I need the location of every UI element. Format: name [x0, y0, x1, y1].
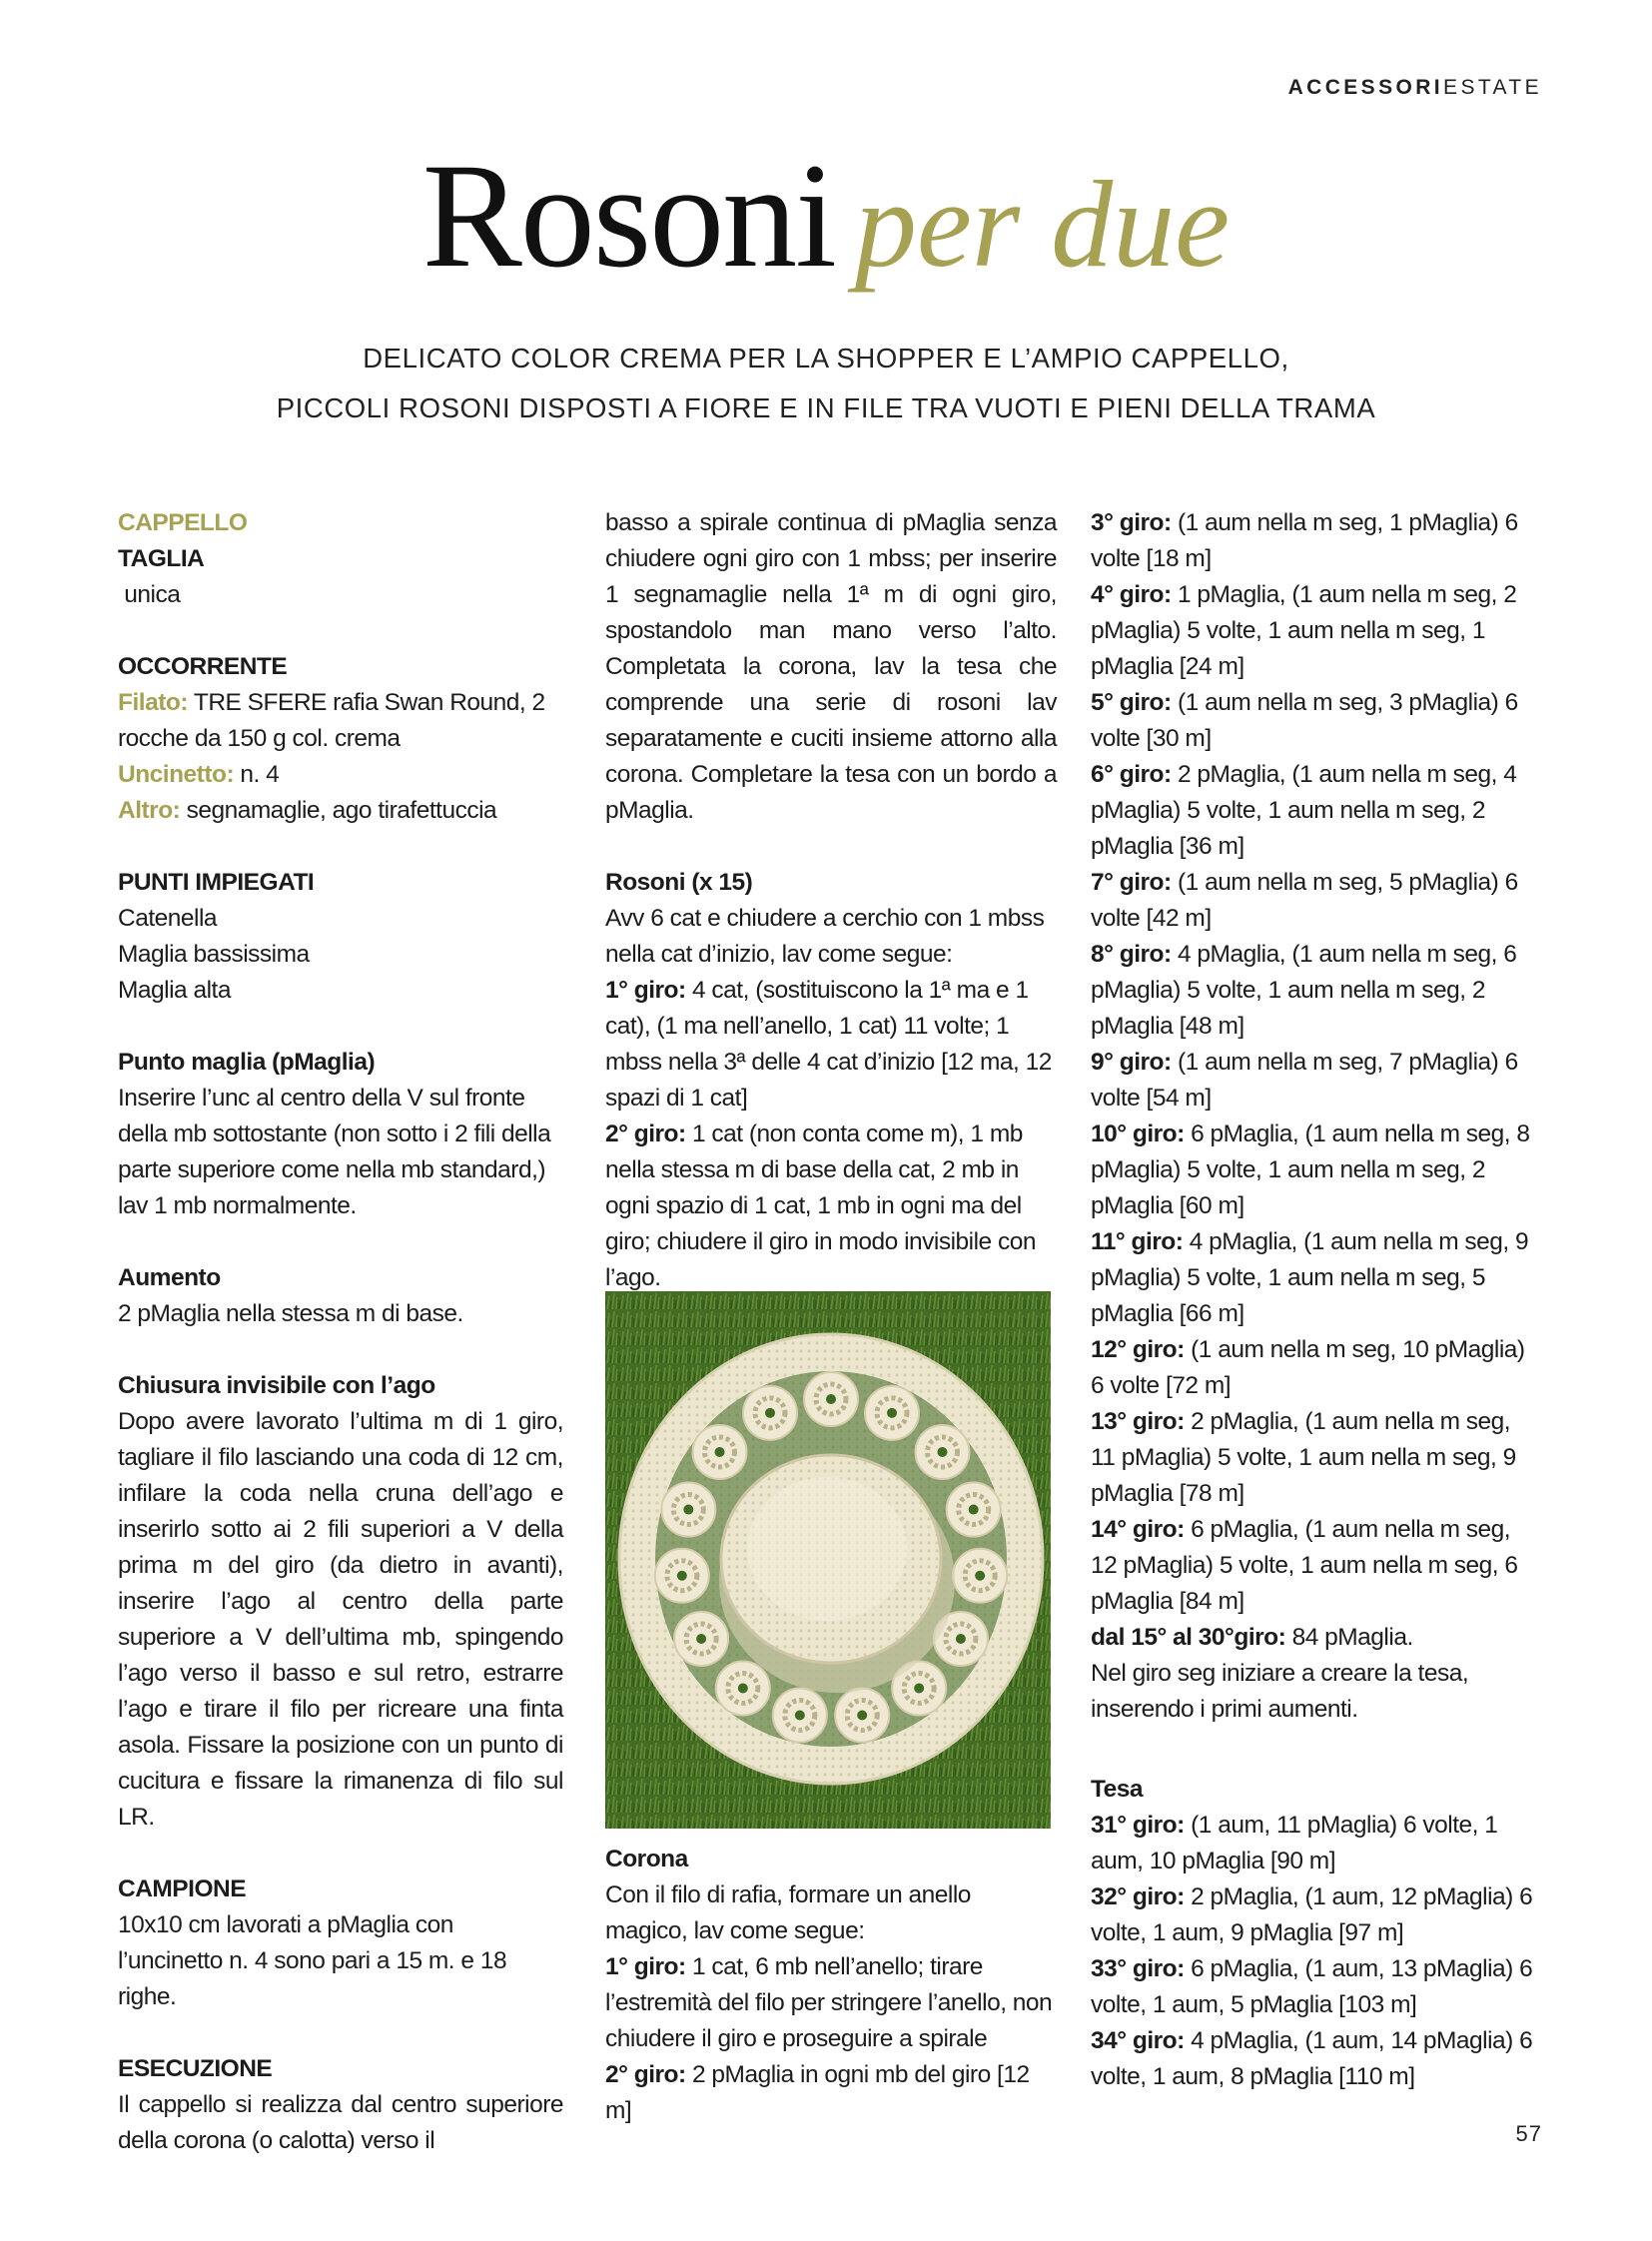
- rosoni-text: Avv 6 cat e chiudere a cerchio con 1 mbss nella cat d’inizio, lav come segue:: [605, 905, 1045, 968]
- uncinetto-line: [118, 757, 563, 793]
- punto-item: Maglia alta: [118, 977, 231, 1004]
- round-label: 2° giro:: [605, 2061, 686, 2088]
- round-label: 5° giro:: [1091, 689, 1172, 716]
- round-label: 1° giro:: [605, 1953, 686, 1980]
- corona-text: Con il filo di rafia, formare un anello magico, lav come segue:: [605, 1881, 971, 1944]
- esecuzione-heading: ESECUZIONE: [118, 2055, 273, 2082]
- altro-line: [118, 793, 563, 829]
- round-text: 1 cat, 6 mb nell’anello; tirare l’estremità del filo per stringere l’anello, non chiudere il giro e proseguire a spirale: [605, 1953, 1053, 2052]
- pmaglia-heading: Punto maglia (pMaglia): [118, 1049, 376, 1076]
- taglia-text: unica: [118, 581, 181, 608]
- subtitle: [0, 334, 1652, 433]
- rosette: [655, 1549, 709, 1603]
- tesa-note: Nel giro seg iniziare a creare la tesa, inserendo i primi aumenti.: [1091, 1660, 1469, 1723]
- corona-round-2: [605, 2057, 1057, 2129]
- punto-item: Maglia bassissima: [118, 941, 310, 968]
- subtitle-line-2: PICCOLI ROSONI DISPOSTI A FIORE E IN FILE TRA VUOTI E PIENI DELLA TRAMA: [276, 392, 1376, 423]
- altro-label: Altro:: [118, 797, 181, 824]
- esecuzione-text: Il cappello si realizza dal centro superiore della corona (o calotta) verso il: [118, 2091, 563, 2154]
- round-label: 9° giro:: [1091, 1049, 1172, 1076]
- giro-row: [1091, 1332, 1538, 1404]
- subtitle-line-1: DELICATO COLOR CREMA PER LA SHOPPER E L’AMPIO CAPPELLO,: [363, 343, 1289, 374]
- corona-heading: Corona: [605, 1846, 688, 1872]
- round-label: 11° giro:: [1091, 1228, 1184, 1255]
- esecuzione-continued: basso a spirale continua di pMaglia senza chiudere ogni giro con 1 mbss; per inserire 1 segnamaglie nella 1ª m di ogni giro, spostandolo man mano verso l’alto. Completata la corona, lav la tesa che comprende una serie di rosoni lav separatamente e cuciti insieme attorno alla corona. Completare la tesa con un bordo a pMaglia.: [605, 509, 1057, 824]
- title-accent: per due: [854, 156, 1231, 293]
- round-text: 4 pMaglia, (1 aum, 14 pMaglia) 6 volte, 1 aum, 8 pMaglia [110 m]: [1091, 2027, 1533, 2090]
- round-text: 2 pMaglia in ogni mb del giro [12 m]: [605, 2061, 1030, 2124]
- column-2-bottom: [605, 1842, 1057, 2129]
- round-text: 2 pMaglia, (1 aum nella m seg, 4 pMaglia) 5 volte, 1 aum nella m seg, 2 pMaglia [36 m]: [1091, 761, 1517, 860]
- rosoni-round-1: [605, 973, 1057, 1117]
- giro-row: [1091, 865, 1538, 937]
- rosoni-heading: Rosoni (x 15): [605, 869, 753, 896]
- corona-round-1: [605, 1949, 1057, 2057]
- column-2: [605, 505, 1057, 1296]
- page-number: 57: [1515, 2121, 1542, 2146]
- tesa-row: [1091, 1879, 1538, 1951]
- giro-row: [1091, 577, 1538, 685]
- giro-row: [1091, 1117, 1538, 1224]
- giro-row: [1091, 937, 1538, 1045]
- round-text: (1 aum nella m seg, 10 pMaglia) 6 volte [72 m]: [1091, 1336, 1525, 1399]
- giro-row: [1091, 1404, 1538, 1512]
- round-text: (1 aum nella m seg, 7 pMaglia) 6 volte [54 m]: [1091, 1049, 1518, 1112]
- round-label: 8° giro:: [1091, 941, 1172, 968]
- filato-line: [118, 685, 563, 757]
- round-label: 7° giro:: [1091, 869, 1172, 896]
- round-text: 84 pMaglia.: [1285, 1624, 1413, 1651]
- rosette: [953, 1549, 1007, 1603]
- round-label: 14° giro:: [1091, 1516, 1185, 1543]
- round-label: 10° giro:: [1091, 1120, 1185, 1147]
- uncinetto-label: Uncinetto:: [118, 761, 235, 788]
- giro-row: [1091, 505, 1538, 577]
- round-label: 2° giro:: [605, 1120, 686, 1147]
- round-label: 32° giro:: [1091, 1883, 1185, 1910]
- rosette: [674, 1612, 728, 1666]
- round-text: 4 pMaglia, (1 aum nella m seg, 6 pMaglia) 5 volte, 1 aum nella m seg, 2 pMaglia [48 m]: [1091, 941, 1517, 1040]
- giro-row: [1091, 1224, 1538, 1332]
- rosette: [835, 1689, 889, 1743]
- round-label: 1° giro:: [605, 977, 686, 1004]
- aumento-heading: Aumento: [118, 1264, 221, 1291]
- section-tag: [1288, 76, 1542, 100]
- section-tag-bold: ACCESSORI: [1287, 76, 1444, 99]
- column-1: [118, 505, 563, 2159]
- tesa-heading: Tesa: [1091, 1776, 1144, 1803]
- occorrente-heading: OCCORRENTE: [118, 653, 288, 680]
- giro-row: [1091, 1045, 1538, 1117]
- round-label: 3° giro:: [1091, 509, 1172, 536]
- chiusura-heading: Chiusura invisibile con l’ago: [118, 1372, 435, 1399]
- round-text: 6 pMaglia, (1 aum nella m seg, 8 pMaglia) 5 volte, 1 aum nella m seg, 2 pMaglia [60 m]: [1091, 1120, 1530, 1219]
- rosette: [915, 1425, 969, 1479]
- rosette: [716, 1661, 770, 1715]
- rosette: [661, 1483, 715, 1537]
- title-main: Rosoni: [421, 133, 835, 299]
- rosette: [865, 1386, 919, 1440]
- round-text: 1 pMaglia, (1 aum nella m seg, 2 pMaglia) 5 volte, 1 aum nella m seg, 1 pMaglia [24 m]: [1091, 581, 1517, 680]
- round-label: 6° giro:: [1091, 761, 1172, 788]
- giro-row: [1091, 685, 1538, 757]
- round-text: 6 pMaglia, (1 aum nella m seg, 12 pMaglia) 5 volte, 1 aum nella m seg, 6 pMaglia [84 m]: [1091, 1516, 1518, 1615]
- rosette: [743, 1386, 797, 1440]
- giro-row: [1091, 1512, 1538, 1620]
- taglia-heading: TAGLIA: [118, 545, 205, 572]
- giro-row: [1091, 757, 1538, 865]
- round-text: (1 aum nella m seg, 3 pMaglia) 6 volte [30 m]: [1091, 689, 1518, 752]
- round-label: 13° giro:: [1091, 1408, 1185, 1435]
- round-label: 34° giro:: [1091, 2027, 1185, 2054]
- altro-text: segnamaglie, ago tirafettuccia: [180, 797, 497, 824]
- rosette: [947, 1483, 1001, 1537]
- round-label: 33° giro:: [1091, 1955, 1185, 1982]
- punto-item: Catenella: [118, 905, 218, 932]
- round-text: 6 pMaglia, (1 aum, 13 pMaglia) 6 volte, 1 aum, 5 pMaglia [103 m]: [1091, 1955, 1533, 2018]
- round-text: 2 pMaglia, (1 aum, 12 pMaglia) 6 volte, 1 aum, 9 pMaglia [97 m]: [1091, 1883, 1533, 1946]
- uncinetto-text: n. 4: [234, 761, 280, 788]
- giro-row: [1091, 1620, 1538, 1656]
- tesa-row: [1091, 1951, 1538, 2023]
- punti-heading: PUNTI IMPIEGATI: [118, 869, 315, 896]
- filato-label: Filato:: [118, 689, 188, 716]
- round-label: 31° giro:: [1091, 1812, 1185, 1839]
- round-text: 4 cat, (sostituiscono la 1ª ma e 1 cat), (1 ma nell’anello, 1 cat) 11 volte; 1 mbss nella 3ª delle 4 cat d’inizio [12 ma, 12 spazi di 1 cat]: [605, 977, 1052, 1112]
- round-text: (1 aum nella m seg, 1 pMaglia) 6 volte [18 m]: [1091, 509, 1518, 572]
- pmaglia-text: Inserire l’unc al centro della V sul fronte della mb sottostante (non sotto i 2 fili della parte superiore come nella mb standard,) lav 1 mb normalmente.: [118, 1085, 551, 1219]
- rosette: [693, 1425, 747, 1479]
- hat-photo: [605, 1291, 1051, 1829]
- round-text: 1 cat (non conta come m), 1 mb nella stessa m di base della cat, 2 mb in ogni spazio di 1 cat, 1 mb in ogni ma del giro; chiudere il giro in modo invisibile con l’ago.: [605, 1120, 1036, 1291]
- aumento-text: 2 pMaglia nella stessa m di base.: [118, 1300, 463, 1327]
- tesa-row: [1091, 2023, 1538, 2095]
- cappello-heading: CAPPELLO: [118, 509, 248, 536]
- round-text: (1 aum, 11 pMaglia) 6 volte, 1 aum, 10 pMaglia [90 m]: [1091, 1812, 1498, 1874]
- tesa-section: [1091, 1772, 1538, 2095]
- rosette: [773, 1689, 827, 1743]
- campione-heading: CAMPIONE: [118, 1875, 247, 1902]
- round-label: dal 15° al 30°giro:: [1091, 1624, 1286, 1651]
- filato-text: TRE SFERE rafia Swan Round, 2 rocche da 150 g col. crema: [118, 689, 545, 752]
- chiusura-text: Dopo avere lavorato l’ultima m di 1 giro, tagliare il filo lasciando una coda di 12 cm, infilare la coda nella cruna dell’ago e inserirlo sotto ai 2 fili superiori a V della prima m del giro (da dietro in avanti), inserire l’ago al centro della parte superiore a V dell’ultima mb, spingendo l’ago verso il basso e sul retro, estrarre l’ago e tirare il filo per ricreare una finta asola. Fissare la posizione con un punto di cucitura e fissare la rimanenza di filo sul LR.: [118, 1408, 563, 1831]
- giro-list: [1091, 505, 1538, 1656]
- column-3: [1091, 505, 1538, 1728]
- round-text: 2 pMaglia, (1 aum nella m seg, 11 pMaglia) 5 volte, 1 aum nella m seg, 9 pMaglia [78 m]: [1091, 1408, 1516, 1507]
- round-label: 12° giro:: [1091, 1336, 1185, 1363]
- round-text: 4 pMaglia, (1 aum nella m seg, 9 pMaglia) 5 volte, 1 aum nella m seg, 5 pMaglia [66 m]: [1091, 1228, 1529, 1327]
- tesa-row: [1091, 1808, 1538, 1879]
- campione-text: 10x10 cm lavorati a pMaglia con l’uncinetto n. 4 sono pari a 15 m. e 18 righe.: [118, 1911, 507, 2010]
- rosette: [804, 1372, 858, 1426]
- section-tag-light: ESTATE: [1443, 76, 1542, 99]
- tesa-list: [1091, 1808, 1538, 2095]
- round-text: (1 aum nella m seg, 5 pMaglia) 6 volte [42 m]: [1091, 869, 1518, 932]
- rosoni-round-2: [605, 1117, 1057, 1296]
- page-title: [0, 130, 1652, 302]
- round-label: 4° giro:: [1091, 581, 1172, 608]
